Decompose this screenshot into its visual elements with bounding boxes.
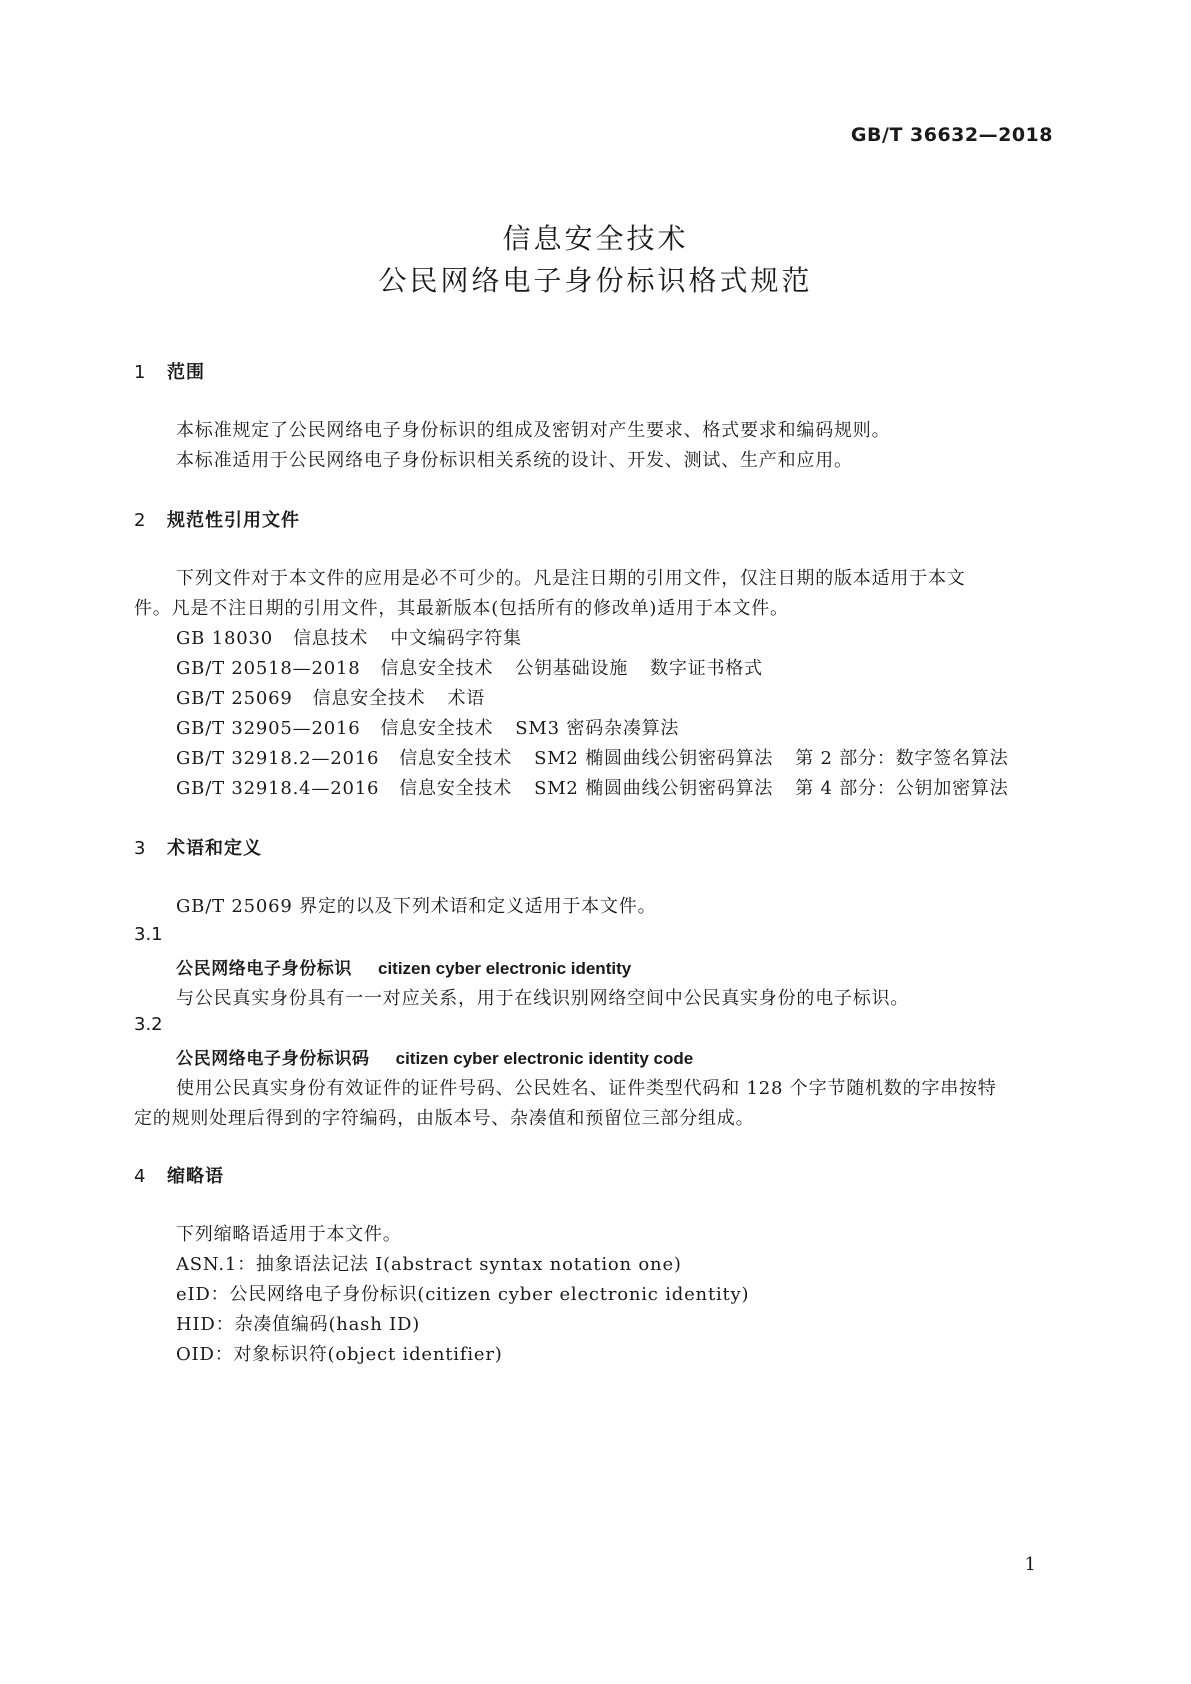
reference-part: 公钥基础设施 bbox=[515, 658, 629, 679]
section-3-heading bbox=[134, 834, 262, 860]
section-number: 1 bbox=[134, 362, 147, 383]
paragraph: 件。凡是不注日期的引用文件，其最新版本(包括所有的修改单)适用于本文件。 bbox=[134, 598, 789, 619]
term-definition: 使用公民真实身份有效证件的证件号码、公民姓名、证件类型代码和 128 个字节随机数的字串按特 bbox=[176, 1078, 997, 1099]
section-title: 术语和定义 bbox=[167, 838, 262, 859]
term-en: citizen cyber electronic identity bbox=[378, 959, 632, 978]
reference-item bbox=[176, 624, 544, 650]
reference-part: 信息安全技术 bbox=[380, 658, 494, 679]
reference-item bbox=[176, 774, 1009, 800]
section-title: 规范性引用文件 bbox=[167, 510, 300, 531]
reference-part: 信息安全技术 bbox=[399, 778, 513, 799]
reference-item bbox=[176, 714, 701, 740]
reference-item bbox=[176, 684, 507, 710]
reference-code: GB/T 20518—2018 bbox=[176, 658, 361, 679]
section-title: 缩略语 bbox=[167, 1166, 224, 1187]
title-line-1: 信息安全技术 bbox=[502, 222, 689, 255]
reference-part: 信息安全技术 bbox=[399, 748, 513, 769]
reference-code: GB/T 32918.4—2016 bbox=[176, 778, 380, 799]
paragraph: 本标准适用于公民网络电子身份标识相关系统的设计、开发、测试、生产和应用。 bbox=[176, 450, 853, 471]
reference-part: SM2 椭圆曲线公钥密码算法 bbox=[534, 748, 774, 769]
reference-part: 中文编码字符集 bbox=[390, 628, 522, 649]
reference-code: GB/T 32905—2016 bbox=[176, 718, 361, 739]
section-number: 4 bbox=[134, 1166, 147, 1187]
term-cn: 公民网络电子身份标识码 bbox=[176, 1049, 370, 1069]
reference-item bbox=[176, 654, 785, 680]
term-cn: 公民网络电子身份标识 bbox=[176, 959, 352, 979]
reference-part: SM3 密码杂凑算法 bbox=[515, 718, 680, 739]
reference-part: 信息安全技术 bbox=[312, 688, 426, 709]
section-4-heading bbox=[134, 1162, 224, 1188]
paragraph: 下列文件对于本文件的应用是必不可少的。凡是注日期的引用文件，仅注日期的版本适用于本文 bbox=[176, 568, 966, 589]
paragraph: 下列缩略语适用于本文件。 bbox=[176, 1224, 402, 1245]
reference-part: 信息安全技术 bbox=[380, 718, 494, 739]
section-number: 3 bbox=[134, 838, 147, 859]
term-entry bbox=[176, 1044, 693, 1069]
reference-part: 第 4 部分：公钥加密算法 bbox=[795, 778, 1009, 799]
reference-code: GB 18030 bbox=[176, 628, 273, 649]
reference-part: 信息技术 bbox=[293, 628, 369, 649]
reference-part: 第 2 部分：数字签名算法 bbox=[795, 748, 1009, 769]
reference-part: SM2 椭圆曲线公钥密码算法 bbox=[534, 778, 774, 799]
abbreviation-item: ASN.1：抽象语法记法 I(abstract syntax notation one) bbox=[176, 1254, 682, 1275]
section-1-heading bbox=[134, 358, 205, 384]
term-number: 3.1 bbox=[134, 924, 163, 945]
standard-code: GB/T 36632—2018 bbox=[850, 124, 1053, 146]
reference-part: 数字证书格式 bbox=[650, 658, 763, 679]
reference-item bbox=[176, 744, 1009, 770]
section-title: 范围 bbox=[167, 362, 205, 383]
section-2-heading bbox=[134, 506, 300, 532]
term-en: citizen cyber electronic identity code bbox=[395, 1049, 694, 1068]
term-definition: 与公民真实身份具有一一对应关系，用于在线识别网络空间中公民真实身份的电子标识。 bbox=[176, 988, 910, 1009]
reference-code: GB/T 25069 bbox=[176, 688, 293, 709]
page-number: 1 bbox=[1024, 1554, 1036, 1575]
term-definition: 定的规则处理后得到的字符编码，由版本号、杂凑值和预留位三部分组成。 bbox=[134, 1108, 755, 1129]
term-number: 3.2 bbox=[134, 1014, 163, 1035]
paragraph: GB/T 25069 界定的以及下列术语和定义适用于本文件。 bbox=[176, 896, 657, 917]
section-number: 2 bbox=[134, 510, 147, 531]
abbreviation-item: OID：对象标识符(object identifier) bbox=[176, 1344, 503, 1365]
title-line-2: 公民网络电子身份标识格式规范 bbox=[378, 264, 813, 297]
term-entry bbox=[176, 954, 631, 979]
reference-part: 术语 bbox=[447, 688, 486, 709]
reference-code: GB/T 32918.2—2016 bbox=[176, 748, 380, 769]
paragraph: 本标准规定了公民网络电子身份标识的组成及密钥对产生要求、格式要求和编码规则。 bbox=[176, 420, 891, 441]
abbreviation-item: eID：公民网络电子身份标识(citizen cyber electronic identity) bbox=[176, 1284, 750, 1305]
abbreviation-item: HID：杂凑值编码(hash ID) bbox=[176, 1314, 421, 1335]
